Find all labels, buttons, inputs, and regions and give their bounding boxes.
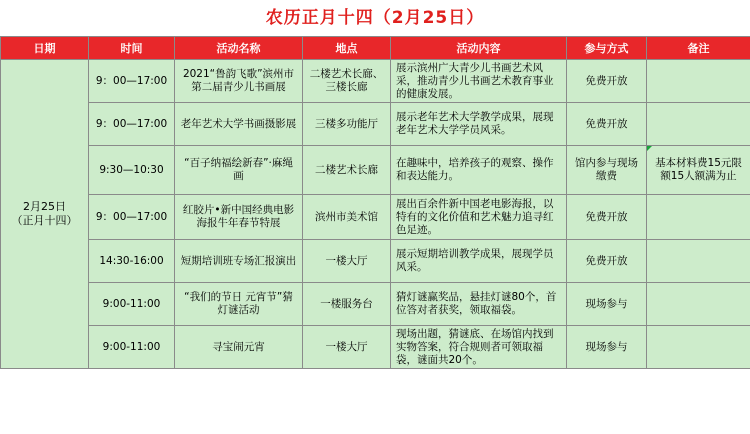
- remark-cell: [647, 195, 750, 240]
- time-cell: 9：00—17:00: [89, 60, 175, 103]
- place-cell: 二楼艺术长廊、三楼长廊: [303, 60, 391, 103]
- schedule-table: [0, 36, 750, 369]
- date-day: 2月25日: [23, 200, 66, 213]
- content-cell: 展出百余件新中国老电影海报，以特有的文化价值和艺术魅力追寻红色足迹。: [391, 195, 567, 240]
- header-name: 活动名称: [175, 37, 303, 60]
- remark-cell: [647, 60, 750, 103]
- remark-cell: [647, 240, 750, 283]
- time-cell: 14:30-16:00: [89, 240, 175, 283]
- header-content: 活动内容: [391, 37, 567, 60]
- time-cell: 9:00-11:00: [89, 283, 175, 326]
- remark-text: 基本材料费15元限额15人额满为止: [655, 157, 742, 182]
- header-time: 时间: [89, 37, 175, 60]
- place-cell: 二楼艺术长廊: [303, 146, 391, 195]
- remark-cell: [647, 103, 750, 146]
- header-mode: 参与方式: [567, 37, 647, 60]
- content-cell: 现场出题，猜谜底、在场馆内找到实物答案，符合规则者可领取福袋，谜面共20个。: [391, 326, 567, 369]
- table-row: [1, 326, 750, 369]
- time-cell: 9:30—10:30: [89, 146, 175, 195]
- content-cell: 在趣味中，培养孩子的观察、操作和表达能力。: [391, 146, 567, 195]
- date-cell: [1, 60, 89, 369]
- activity-name-cell: “我们的节日 元宵节”猜灯谜活动: [175, 283, 303, 326]
- time-cell: 9:00-11:00: [89, 326, 175, 369]
- page-title: 农历正月十四（2月25日）: [265, 8, 485, 28]
- mode-cell: 馆内参与现场缴费: [567, 146, 647, 195]
- time-cell: 9：00—17:00: [89, 103, 175, 146]
- header-date: 日期: [1, 37, 89, 60]
- table-row: [1, 195, 750, 240]
- date-lunar: （正月十四）: [11, 214, 78, 227]
- activity-name-cell: 老年艺术大学书画摄影展: [175, 103, 303, 146]
- mode-cell: 免费开放: [567, 103, 647, 146]
- activity-name-cell: 寻宝闹元宵: [175, 326, 303, 369]
- mode-cell: 现场参与: [567, 283, 647, 326]
- table-row: [1, 146, 750, 195]
- mode-cell: 现场参与: [567, 326, 647, 369]
- remark-cell: [647, 146, 750, 195]
- activity-name-cell: “百子纳福绘新春”·麻绳画: [175, 146, 303, 195]
- table-row: [1, 283, 750, 326]
- content-cell: 展示老年艺术大学教学成果，展现老年艺术大学学员风采。: [391, 103, 567, 146]
- place-cell: 一楼大厅: [303, 326, 391, 369]
- table-row: [1, 240, 750, 283]
- content-cell: 展示短期培训教学成果，展现学员风采。: [391, 240, 567, 283]
- remark-cell: [647, 283, 750, 326]
- comment-marker: [647, 146, 652, 151]
- content-cell: 展示滨州广大青少儿书画艺术风采，推动青少儿书画艺术教育事业的健康发展。: [391, 60, 567, 103]
- time-cell: 9：00—17:00: [89, 195, 175, 240]
- place-cell: 三楼多功能厅: [303, 103, 391, 146]
- remark-cell: [647, 326, 750, 369]
- table-header-row: [1, 37, 750, 60]
- mode-cell: 免费开放: [567, 195, 647, 240]
- header-remark: 备注: [647, 37, 750, 60]
- header-place: 地点: [303, 37, 391, 60]
- mode-cell: 免费开放: [567, 240, 647, 283]
- activity-name-cell: 红胶片•新中国经典电影海报牛年春节特展: [175, 195, 303, 240]
- place-cell: 一楼服务台: [303, 283, 391, 326]
- table-row: [1, 60, 750, 103]
- place-cell: 滨州市美术馆: [303, 195, 391, 240]
- content-cell: 猜灯谜赢奖品，悬挂灯谜80个，首位答对者获奖，领取福袋。: [391, 283, 567, 326]
- activity-name-cell: 2021“鲁韵飞歌”滨州市第二届青少儿书画展: [175, 60, 303, 103]
- place-cell: 一楼大厅: [303, 240, 391, 283]
- activity-name-cell: 短期培训班专场汇报演出: [175, 240, 303, 283]
- table-row: [1, 103, 750, 146]
- mode-cell: 免费开放: [567, 60, 647, 103]
